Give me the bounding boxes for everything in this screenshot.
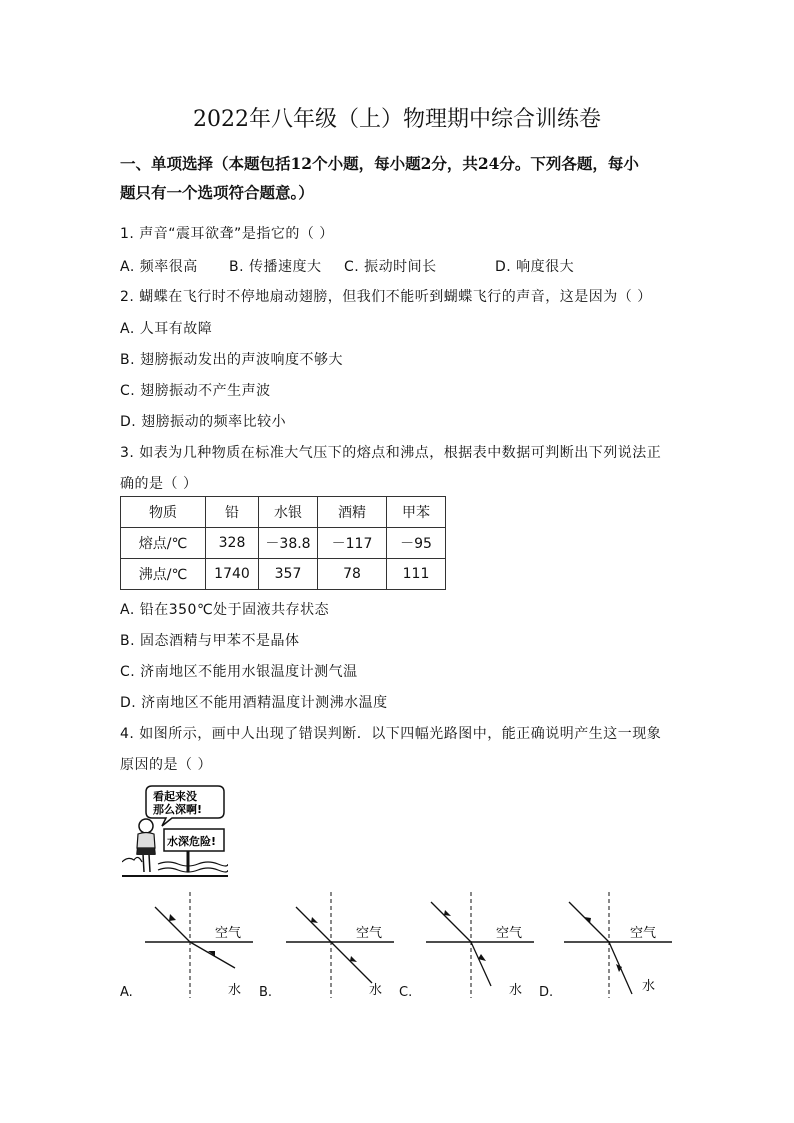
question-1-option-d: D. 响度很大 [495,259,575,275]
question-3-option-a: A. 铅在350℃处于固液共存状态 [120,602,330,618]
table-header-cell: 铅 [206,497,259,528]
question-2-option-c: C. 翅膀振动不产生声波 [120,383,271,399]
question-3-option-c: C. 济南地区不能用水银温度计测气温 [120,664,358,680]
question-1-option-b: B. 传播速度大 [229,259,322,275]
question-1-stem: 1. 声音“震耳欲聋”是指它的（ ） [120,226,334,242]
label-air: 空气 [356,926,383,941]
table-cell: 1740 [206,559,259,590]
label-air: 空气 [496,926,523,941]
ray-diagram-d [554,890,684,1002]
section-heading-line2: 题只有一个选项符合题意。） [120,183,314,202]
question-3-stem-line1: 3. 如表为几种物质在标准大气压下的熔点和沸点，根据表中数据可判断出下列说法正 [120,445,662,461]
ray-diagram-a [135,890,265,1002]
question-2-option-b: B. 翅膀振动发出的声波响度不够大 [120,352,344,368]
question-1-option-a: A. 频率很高 [120,259,198,275]
option-a-label: A. [120,985,133,1000]
question-2-option-a: A. 人耳有故障 [120,321,213,337]
label-water: 水 [509,983,523,998]
ray-diagram-b [276,890,406,1002]
question-3-option-d: D. 济南地区不能用酒精温度计测沸水温度 [120,695,388,711]
table-cell: 78 [318,559,387,590]
option-b-label: B. [259,985,273,1000]
question-4-stem-line2: 原因的是（ ） [120,757,212,773]
table-cell: －95 [387,528,446,559]
label-water: 水 [228,983,242,998]
question-2-stem: 2. 蝴蝶在飞行时不停地扇动翅膀，但我们不能听到蝴蝶飞行的声音，这是因为（ ） [120,289,652,305]
label-air: 空气 [215,926,242,941]
table-cell: 111 [387,559,446,590]
question-2-option-d: D. 翅膀振动的频率比较小 [120,414,287,430]
label-water: 水 [642,979,656,994]
question-4-stem-line1: 4. 如图所示，画中人出现了错误判断．以下四幅光路图中，能正确说明产生这一现象 [120,726,662,742]
table-header-cell: 甲苯 [387,497,446,528]
bubble-line1: 看起来没 [153,790,197,803]
option-c-label: C. [399,985,413,1000]
table-row [121,528,446,559]
table-header-cell: 水银 [259,497,318,528]
question-3-option-b: B. 固态酒精与甲苯不是晶体 [120,633,300,649]
question-1-option-c: C. 振动时间长 [344,259,437,275]
table-cell: 沸点/℃ [121,559,206,590]
cartoon-illustration [122,782,228,878]
table-header-cell: 物质 [121,497,206,528]
table-cell: 357 [259,559,318,590]
table-header-cell: 酒精 [318,497,387,528]
table-cell: 熔点/℃ [121,528,206,559]
page-title: 2022年八年级（上）物理期中综合训练卷 [193,107,601,132]
table-cell: －38.8 [259,528,318,559]
ray-diagram-c [416,890,546,1002]
question-3-stem-line2: 确的是（ ） [120,476,198,492]
bubble-line2: 那么深啊! [153,803,203,816]
melting-boiling-table [120,496,446,590]
table-cell: 328 [206,528,259,559]
option-d-label: D. [539,985,554,1000]
section-heading-line1: 一、单项选择（本题包括12个小题，每小题2分，共24分。下列各题，每小 [120,154,639,173]
table-header-row [121,497,446,528]
label-water: 水 [369,983,383,998]
table-row [121,559,446,590]
table-cell: －117 [318,528,387,559]
warning-sign-text: 水深危险! [167,835,217,848]
label-air: 空气 [630,926,657,941]
